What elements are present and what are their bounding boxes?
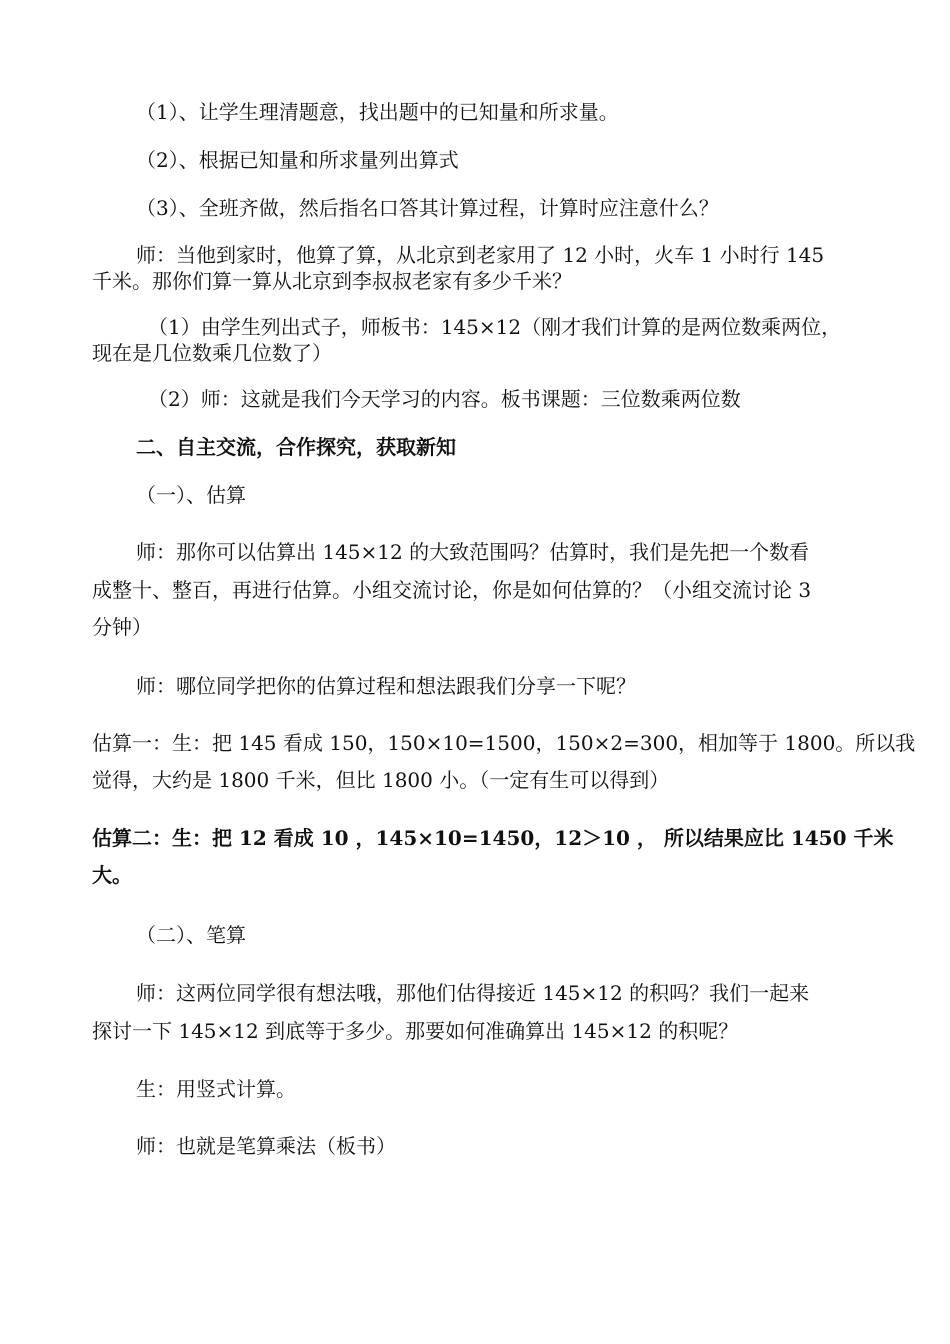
paragraph-step-2: （2）、根据已知量和所求量列出算式 xyxy=(136,148,459,172)
section-heading: 二、自主交流，合作探究，获取新知 xyxy=(136,435,456,459)
subheading-estimation: （一）、估算 xyxy=(136,483,246,507)
paragraph-estimate-two-line-2: 大。 xyxy=(92,863,132,887)
paragraph-board-note-line-2: 现在是几位数乘几位数了） xyxy=(92,341,332,365)
paragraph-share-prompt: 师：哪位同学把你的估算过程和想法跟我们分享一下呢？ xyxy=(136,674,636,698)
paragraph-teacher-question-line-2: 千米。那你们算一算从北京到李叔叔老家有多少千米？ xyxy=(92,269,572,293)
paragraph-teacher-question-line-1: 师：当他到家时，他算了算，从北京到老家用了 12 小时，火车 1 小时行 145 xyxy=(136,243,825,267)
paragraph-board-note-line-1: （1）由学生列出式子，师板书：145×12（刚才我们计算的是两位数乘两位， xyxy=(148,315,842,339)
paragraph-estimate-prompt-line-2: 成整十、整百，再进行估算。小组交流讨论，你是如何估算的？（小组交流讨论 3 xyxy=(92,578,812,602)
paragraph-estimate-one-line-2: 觉得，大约是 1800 千米，但比 1800 小。（一定有生可以得到） xyxy=(92,768,670,792)
paragraph-step-1: （1）、让学生理清题意，找出题中的已知量和所求量。 xyxy=(136,100,619,124)
paragraph-check-estimate-line-2: 探讨一下 145×12 到底等于多少。那要如何准确算出 145×12 的积呢？ xyxy=(92,1019,739,1043)
paragraph-lesson-topic: （2）师：这就是我们今天学习的内容。板书课题：三位数乘两位数 xyxy=(148,387,741,411)
paragraph-teacher-conclusion: 师：也就是笔算乘法（板书） xyxy=(136,1134,396,1158)
paragraph-check-estimate-line-1: 师：这两位同学很有想法哦，那他们估得接近 145×12 的积吗？我们一起来 xyxy=(136,981,810,1005)
paragraph-student-answer: 生：用竖式计算。 xyxy=(136,1077,296,1101)
paragraph-estimate-prompt-line-3: 分钟） xyxy=(92,615,152,639)
paragraph-step-3: （3）、全班齐做，然后指名口答其计算过程，计算时应注意什么？ xyxy=(136,196,719,220)
paragraph-estimate-prompt-line-1: 师：那你可以估算出 145×12 的大致范围吗？估算时，我们是先把一个数看 xyxy=(136,540,810,564)
subheading-written-calculation: （二）、笔算 xyxy=(136,923,246,947)
paragraph-estimate-two-line-1: 估算二：生：把 12 看成 10 ，145×10=1450，12＞10 ， 所以结果应比 1450 千米 xyxy=(92,826,894,850)
paragraph-estimate-one-line-1: 估算一：生：把 145 看成 150，150×10=1500，150×2=300，相加等于 1800。所以我 xyxy=(92,731,916,755)
